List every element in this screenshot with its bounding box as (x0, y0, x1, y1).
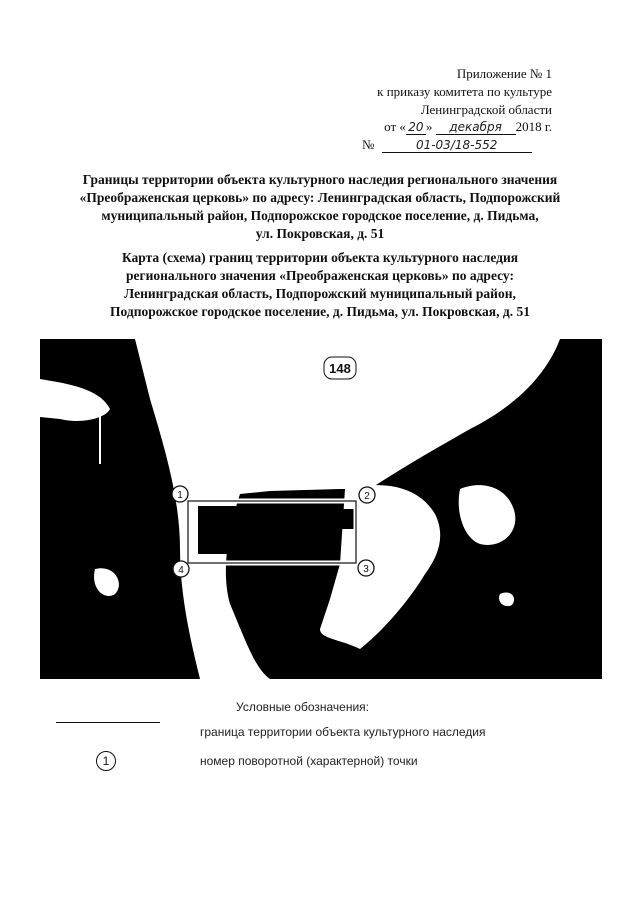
point-number: 3 (363, 564, 369, 575)
caption-line: Ленинградская область, Подпорожский муниципальный район, (124, 286, 516, 301)
point-marker-3 (358, 560, 374, 576)
house-number: 148 (329, 361, 351, 376)
legend-point-text: номер поворотной (характерной) точки (200, 754, 418, 768)
legend-boundary-text: граница территории объекта культурного наследия (200, 725, 486, 739)
building (330, 509, 355, 529)
date-day: 20 (406, 121, 426, 135)
house-number-label (324, 357, 356, 379)
number-sign: № (362, 137, 375, 152)
region-reference: Ленинградской области (420, 102, 552, 117)
date-prefix: от « (384, 119, 406, 134)
legend-point-symbol: 1 (96, 751, 116, 771)
number-value: 01-03/18-552 (382, 139, 532, 153)
point-number: 2 (364, 491, 370, 502)
title-line: «Преображенская церковь» по адресу: Ленинградская область, Подпорожский (79, 190, 561, 205)
building (255, 504, 330, 534)
boundary-map (40, 339, 602, 679)
legend-boundary-line (56, 722, 160, 723)
legend-title: Условные обозначения: (236, 700, 369, 714)
appendix-number: Приложение № 1 (456, 66, 552, 81)
map-image (40, 339, 602, 679)
date-month: декабря (436, 121, 516, 135)
point-number: 4 (178, 565, 184, 576)
order-date (384, 119, 552, 135)
caption-line: Подпорожское городское поселение, д. Пидьма, ул. Покровская, д. 51 (110, 304, 530, 319)
point-marker-4 (173, 561, 189, 577)
title-line: Границы территории объекта культурного наследия регионального значения (82, 172, 558, 187)
title-line: ул. Покровская, д. 51 (255, 226, 385, 241)
caption-line: Карта (схема) границ территории объекта культурного наследия (121, 250, 519, 265)
order-number (362, 137, 532, 153)
point-marker-1 (172, 486, 188, 502)
title-line: муниципальный район, Подпорожское городское поселение, д. Пидьма, (101, 208, 539, 223)
point-marker-2 (359, 487, 375, 503)
date-mid: » (425, 119, 433, 134)
building (198, 506, 236, 554)
point-number: 1 (177, 490, 183, 501)
caption-line: регионального значения «Преображенская церковь» по адресу: (126, 268, 514, 283)
order-reference: к приказу комитета по культуре (377, 84, 552, 99)
date-year: 2018 г. (515, 119, 552, 134)
document-title (40, 171, 600, 243)
map-caption (40, 249, 600, 321)
